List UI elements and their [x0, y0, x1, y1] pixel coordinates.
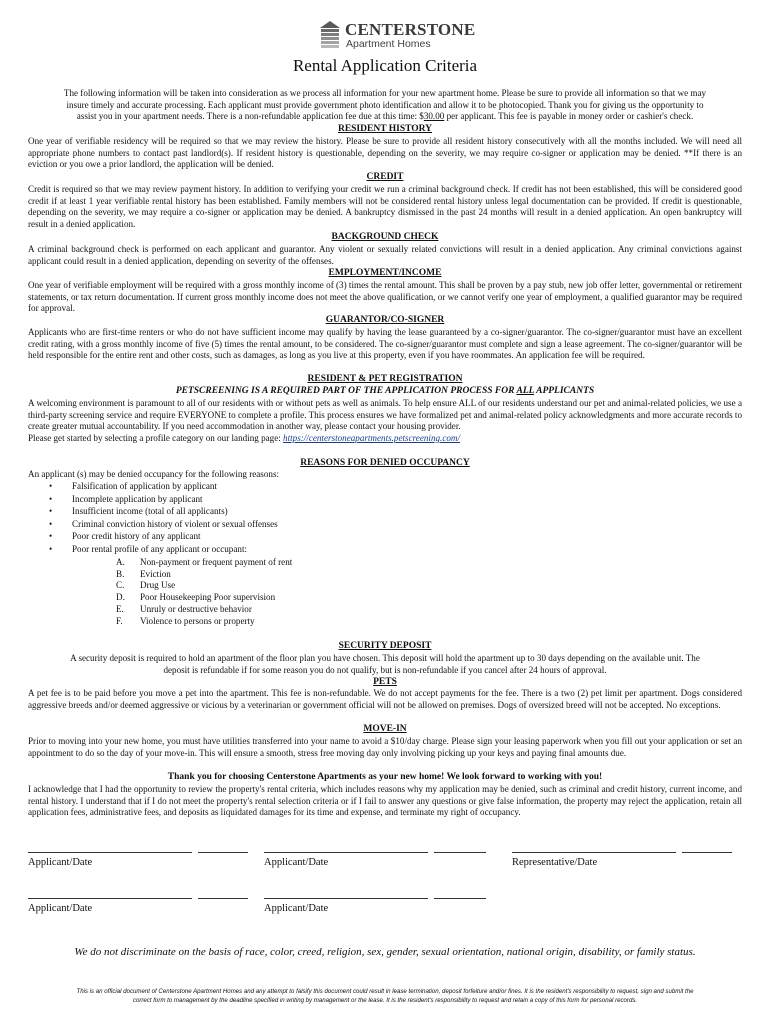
signature-line[interactable] [512, 852, 676, 853]
date-line[interactable] [434, 898, 486, 899]
item-text: Drug Use [140, 580, 176, 591]
date-line[interactable] [198, 852, 248, 853]
application-fee: 30.00 [423, 111, 445, 122]
footer-line-2: correct form to management by the deadline specified in writing by management or the lease. It is the resident's responsibility to request and retain a copy of this form for personal records. [132, 997, 638, 1004]
item-letter: B. [116, 568, 125, 579]
list-item: • Poor rental profile of any applicant or occupant: [48, 543, 278, 556]
denial-reasons-list [48, 480, 278, 556]
signature-line[interactable] [264, 852, 428, 853]
item-letter: F. [116, 615, 123, 626]
intro-line-3 [20, 111, 750, 123]
signature-line[interactable] [264, 898, 428, 899]
petscreening-subheading [0, 386, 770, 397]
page-title: Rental Application Criteria [292, 56, 478, 75]
move-in-text: Prior to moving into your new home, you must have utilities transferred into your name to avoid a $10/day charge. Please sign your leasing paperwork when you fill out your application or set an appointment to do so the day of your move-in. This will ensure a smooth, stress free moving day only involving picking up your keys and paying final amounts due. [28, 736, 742, 758]
logo-subtitle: Apartment Homes [346, 38, 431, 50]
registration-text [28, 398, 742, 445]
item-text: Poor Housekeeping Poor supervision [140, 592, 276, 603]
background-check-text: A criminal background check is performed on each applicant and guarantor. Any violent or sexually related convictions will result in a denied application. Any criminal convictions against applicant could result in a denied application, depending on severity of the offenses. [28, 244, 742, 266]
denied-intro: An applicant (s) may be denied occupancy for the following reasons: [28, 469, 280, 479]
applicant-date-label: Applicant/Date [28, 857, 93, 868]
item-text: Non-payment or frequent payment of rent [140, 557, 293, 567]
credit-heading: CREDIT [366, 172, 404, 182]
guarantor-heading: GUARANTOR/CO-SIGNER [325, 315, 445, 325]
company-logo [318, 20, 476, 52]
intro-line-3-tail: per applicant. This fee is payable in money order or cashier's check. [444, 111, 694, 122]
background-check-heading: BACKGROUND CHECK [331, 232, 439, 242]
intro-paragraph [20, 88, 750, 123]
non-discrimination-statement: We do not discriminate on the basis of race, color, creed, religion, sex, gender, sexual orientation, national origin, disability, or family status. [74, 946, 696, 958]
date-line[interactable] [198, 898, 248, 899]
intro-line-2: insure timely and accurate processing. Each applicant must provide government photo identification and allow it to be photocopied. Thank you for giving us the opportunity to [66, 99, 704, 110]
signature-line[interactable] [28, 898, 192, 899]
applicant-date-label: Applicant/Date [28, 903, 93, 914]
resident-history-text: One year of verifiable residency will be required so that we may review the history. Please be sure to provide all resident history consecutively with all the months included. We will need all appropriate phone numbers to contact past landlord(s). If resident history is questionable, depending on the severity, we may require co-signer or application may be denied. **If there is an eviction or you owe a prior landlord, the application will be denied. [28, 136, 742, 170]
guarantor-text: Applicants who are first-time renters or who do not have sufficient income may qualify by having the lease guaranteed by a co-signer/guarantor. The co-signer/guarantor must have an excellent credit rating, with a gross monthly income of five (5) times the rental amount, to be considered. The co-signer/guarantor must complete and sign a lease agreement. The co-signer/guarantor will be held responsible for the entire rent and other costs, such as damages, as long as you live at this property, even if you have roommates. An application fee will be required. [28, 327, 742, 361]
pets-text: A pet fee is to be paid before you move a pet into the apartment. This fee is non-refundable. We do not accept payments for the fee. There is a two (2) pet limit per apartment. Dogs considered aggressive breeds and/or deemed aggressive or vicious by a veterinarian or government official will not be allowed on premises. Dogs of oversized breed will not be accepted. No exceptions. [28, 688, 742, 710]
item-letter: E. [116, 603, 124, 614]
date-line[interactable] [682, 852, 732, 853]
all-emphasis: ALL [516, 386, 535, 396]
list-item: • Poor credit history of any applicant [48, 530, 278, 543]
move-in-heading: MOVE-IN [363, 724, 407, 734]
employment-text: One year of verifiable employment will be required with a gross monthly income of (3) times the rental amount. This shall be proven by a pay stub, new job offer letter, governmental or retirement statements, or tax return documentation. If current gross monthly income does not meet the above qualification, or we cannot verify one year of employment, a qualified guarantor may be required for approval. [28, 280, 742, 314]
pets-heading: PETS [373, 677, 397, 687]
registration-link-intro: Please get started by selecting a profile category on our landing page: [28, 433, 284, 444]
petscreening-subheading-text: PETSCREENING IS A REQUIRED PART OF THE APPLICATION PROCESS FOR [175, 386, 517, 396]
signature-line[interactable] [28, 852, 192, 853]
list-item [116, 580, 292, 592]
list-item [116, 616, 292, 628]
security-deposit-heading: SECURITY DEPOSIT [338, 641, 432, 651]
date-line[interactable] [434, 852, 486, 853]
item-letter: C. [116, 580, 125, 591]
resident-history-heading: RESIDENT HISTORY [337, 124, 433, 134]
list-item [116, 569, 292, 581]
registration-body: A welcoming environment is paramount to all of our residents with or without pets as well as animals. To help ensure ALL of our residents understand our pet and animal-related policies, we use a third-party screening service and require EVERYONE to complete a profile. This process ensures we have formalized pet and animal-related policy acknowledgments and more accurate records to create greater mutual accountability. If you need accommodation in another way, please contact your housing provider. [28, 398, 742, 432]
petscreening-link[interactable]: https://centerstoneapartments.petscreening.com/ [283, 433, 461, 444]
denied-occupancy-heading: REASONS FOR DENIED OCCUPANCY [300, 458, 470, 468]
credit-text: Credit is required so that we may review payment history. In addition to verifying your credit we run a criminal background check. If credit has not been established, this will be considered good credit if at least 1 year verifiable rental history has been established. Family members will not be considered rental history unless legal documentation can be provided. If credit is questionable, depending on the severity, we may require a co-signer or application may be denied. A bankruptcy dismissed in the past 24 months will result in a denied application. An open bankruptcy will result in a denied application. [28, 184, 742, 230]
intro-line-3-text: assist you in your apartment needs. There is a non-refundable application fee due at this time: $ [76, 111, 424, 122]
deposit-line-1: A security deposit is required to hold an apartment of the floor plan you have chosen. This deposit will hold the apartment up to 30 days depending on the available unit. The [70, 653, 700, 663]
item-letter: D. [116, 592, 125, 603]
item-text: Violence to persons or property [140, 615, 255, 626]
list-item: • Insufficient income (total of all applicants) [48, 505, 278, 518]
employment-heading: EMPLOYMENT/INCOME [328, 268, 442, 278]
footer-line-1: This is an official document of Centerstone Apartment Homes and any attempt to falsify this document could result in lease termination, deposit forfeiture and/or fines. It is the resident's responsibility to request, sign and submit the [76, 988, 694, 995]
registration-heading: RESIDENT & PET REGISTRATION [307, 374, 463, 384]
applicant-date-label: Applicant/Date [264, 857, 329, 868]
building-logo-icon [318, 20, 342, 50]
list-item [116, 557, 292, 569]
thank-you-message: Thank you for choosing Centerstone Apartments as your new home! We look forward to working with you! [167, 772, 603, 782]
deposit-line-2: deposit is refundable if for some reason you do not qualify, but is non-refundable if you cancel after 24 hours of approval. [163, 664, 607, 675]
petscreening-subheading-tail: APPLICANTS [534, 386, 595, 396]
list-item: • Criminal conviction history of violent or sexual offenses [48, 518, 278, 531]
footer-disclaimer [30, 987, 740, 1005]
item-letter: A. [116, 557, 125, 567]
rental-profile-sublist [116, 557, 292, 627]
applicant-date-label: Applicant/Date [264, 903, 329, 914]
item-text: Unruly or destructive behavior [140, 603, 252, 614]
item-text: Eviction [140, 568, 171, 579]
intro-line-1: The following information will be taken into consideration as we process all information for your new apartment home. Please be sure to provide all information so that we may [63, 88, 707, 98]
list-item [116, 604, 292, 616]
list-item: • Incomplete application by applicant [48, 493, 278, 506]
list-item: • Falsification of application by applicant [48, 480, 278, 493]
representative-date-label: Representative/Date [512, 857, 598, 868]
list-item [116, 592, 292, 604]
security-deposit-text [20, 653, 750, 676]
logo-brand-text: CENTERSTONE [345, 20, 476, 39]
acknowledgement-text: I acknowledge that I had the opportunity to review the property's rental criteria, which includes reasons why my application may be denied, such as criminal and credit history, current income, and rental history. I understand that if I do not meet the property's rental selection criteria or if I fail to answer any questions or give false information, the property may reject the application, retain all application fees, administrative fees, and deposits as liquidated damages for its time and expense, and terminate my right of occupancy. [28, 784, 742, 818]
